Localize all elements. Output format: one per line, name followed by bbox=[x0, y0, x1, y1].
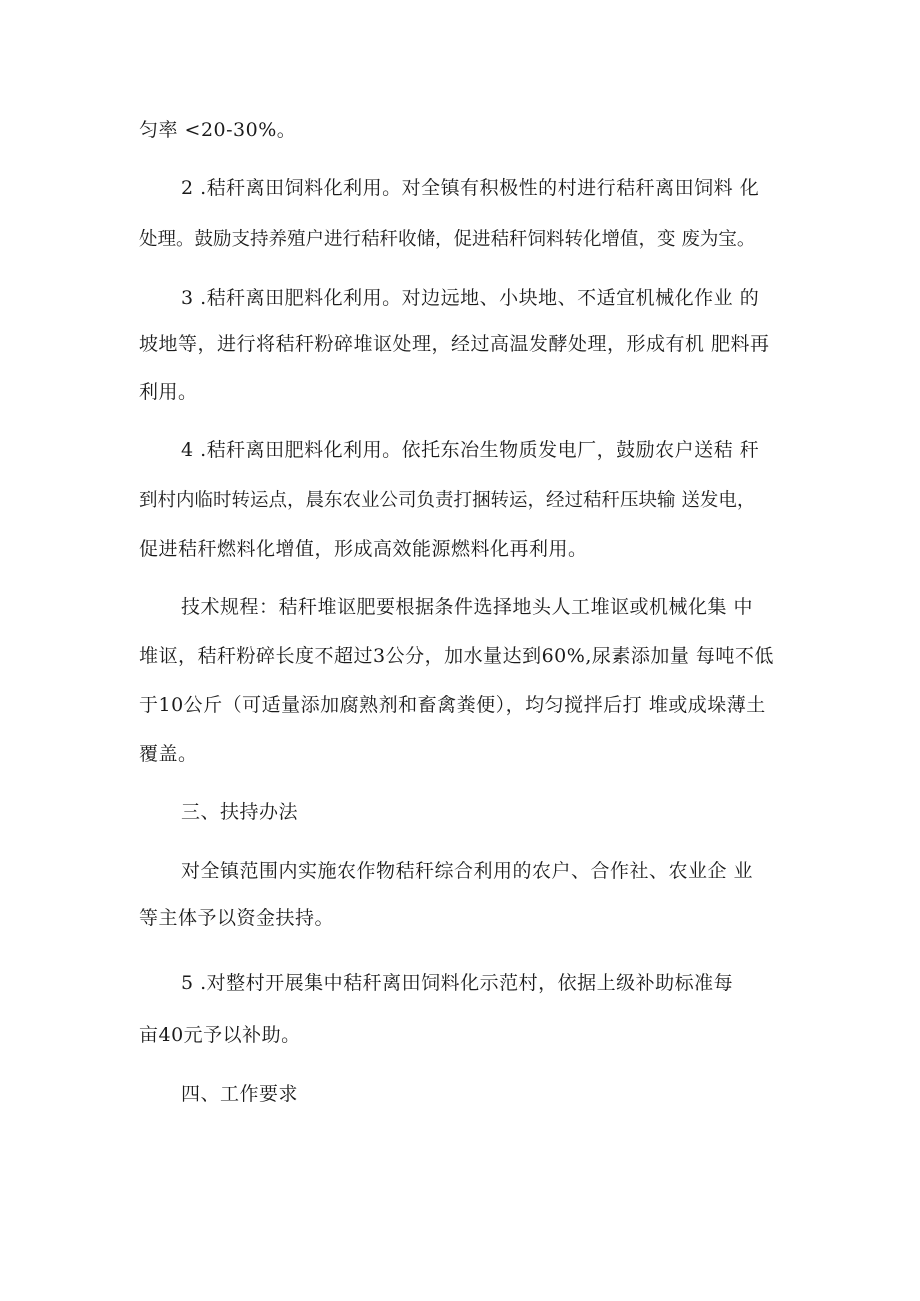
text-line: 利用。 bbox=[139, 381, 198, 403]
text-line: 于10公斤（可适量添加腐熟剂和畜禽粪便），均匀搅拌后打 堆或成垛薄土 bbox=[139, 694, 766, 716]
section-heading: 三、扶持办法 bbox=[181, 801, 299, 823]
text-line: 5 .对整村开展集中秸秆离田饲料化示范村，依据上级补助标准每 bbox=[181, 972, 734, 994]
text-line: 4 .秸秆离田肥料化利用。依托东冶生物质发电厂，鼓励农户送秸 秆 bbox=[181, 439, 760, 461]
text-line: 到村内临时转运点，晨东农业公司负责打捆转运，经过秸秆压块输 送发电， bbox=[139, 490, 756, 511]
text-line: 3 .秸秆离田肥料化利用。对边远地、小块地、不适宜机械化作业 的 bbox=[181, 287, 760, 309]
text-line: 亩40元予以补助。 bbox=[139, 1024, 301, 1046]
text-line bbox=[139, 228, 781, 252]
text-line: 对全镇范围内实施农作物秸秆综合利用的农户、合作社、农业企 业 bbox=[181, 860, 754, 882]
text-line: 匀率 <20-30%。 bbox=[139, 119, 297, 141]
text-line: 坡地等，进行将秸秆粉碎堆讴处理，经过高温发酵处理，形成有机 肥料再 bbox=[139, 333, 770, 355]
text-line: 技术规程：秸秆堆讴肥要根据条件选择地头人工堆讴或机械化集 中 bbox=[181, 596, 754, 618]
text-line: 堆讴，秸秆粉碎长度不超过3公分，加水量达到60%,尿素添加量 每吨不低 bbox=[139, 645, 774, 667]
section-heading: 四、工作要求 bbox=[181, 1083, 299, 1105]
text-line: 覆盖。 bbox=[139, 743, 198, 765]
text-line-content: 2 .秸秆离田饲料化利用。对全镇有积极性的村进行秸秆离田饲料 化 bbox=[181, 177, 760, 199]
text-line-content: 处理。鼓励支持养殖户进行秸秆收储，促进秸秆饲料转化增值，变 废为宝。 bbox=[139, 229, 756, 250]
text-line: 促进秸秆燃料化增值，形成高效能源燃料化再利用。 bbox=[139, 538, 588, 560]
text-line: 等主体予以资金扶持。 bbox=[139, 907, 335, 929]
text-line bbox=[181, 176, 781, 200]
